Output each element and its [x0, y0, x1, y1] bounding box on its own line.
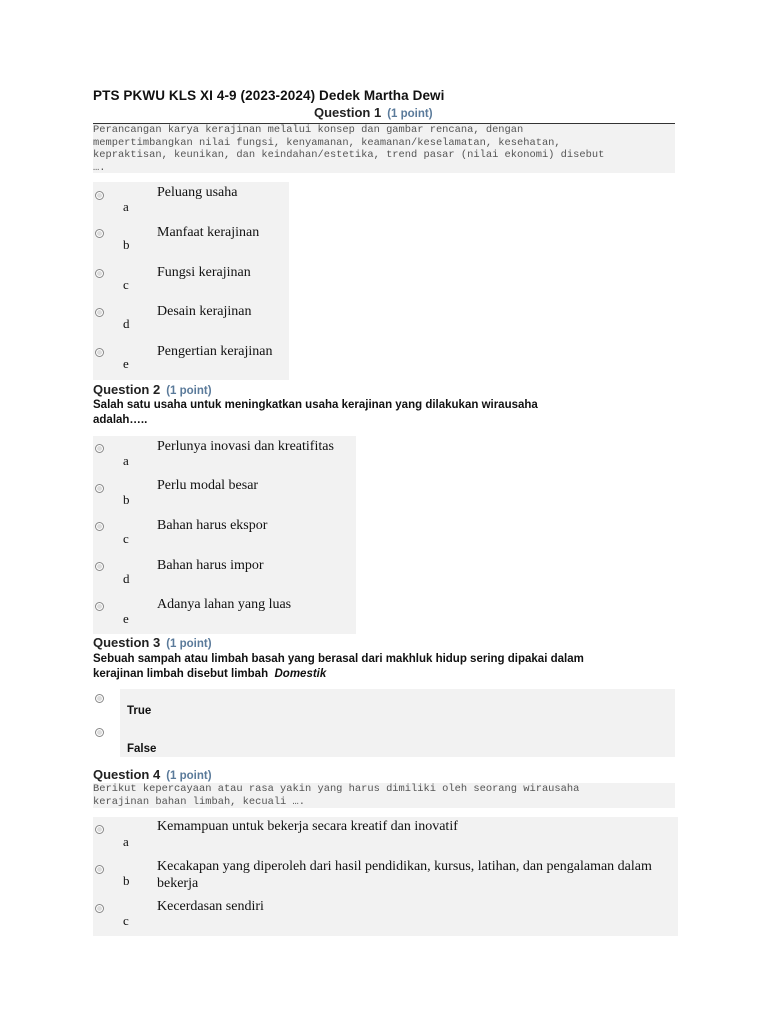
radio-button[interactable]: [95, 444, 104, 453]
radio-button[interactable]: [95, 728, 104, 737]
option-text: Desain kerajinan: [157, 304, 252, 319]
question-text-segment: kerajinan limbah disebut limbah: [93, 668, 269, 680]
option-text: Bahan harus impor: [157, 558, 264, 573]
question-2-text: Salah satu usaha untuk meningkatkan usaha kerajinan yang dilakukan wirausaha adalah…..: [93, 398, 683, 428]
question-label: Question 4: [93, 767, 161, 782]
radio-button[interactable]: [95, 269, 104, 278]
radio-button[interactable]: [95, 308, 104, 317]
option-letter: a: [123, 834, 129, 849]
question-text-line: Sebuah sampah atau limbah basah yang berasal dari makhluk hidup sering dipakai dalam: [93, 653, 584, 665]
option-letter: c: [123, 531, 129, 546]
question-label: Question 1: [314, 105, 382, 120]
radio-button[interactable]: [95, 191, 104, 200]
radio-button[interactable]: [95, 694, 104, 703]
question-3-text: [93, 652, 683, 682]
option-text: Fungsi kerajinan: [157, 265, 251, 280]
option-text: Peluang usaha: [157, 185, 238, 200]
radio-button[interactable]: [95, 522, 104, 531]
question-3-options: [120, 689, 675, 757]
question-points: (1 point): [166, 770, 212, 782]
question-text-emphasis: Domestik: [274, 668, 327, 680]
option-text: Bahan harus ekspor: [157, 518, 268, 533]
option-letter: d: [123, 571, 130, 586]
option-letter: d: [123, 316, 130, 331]
question-4-text: Berikut kepercayaan atau rasa yakin yang harus dimiliki oleh seorang wirausaha kerajinan bahan limbah, kecuali ….: [93, 783, 675, 808]
question-points: (1 point): [166, 638, 212, 650]
option-text: Perlu modal besar: [157, 478, 259, 493]
option-letter: b: [123, 237, 130, 252]
radio-button[interactable]: [95, 348, 104, 357]
question-label: Question 3: [93, 635, 161, 650]
option-letter: a: [123, 453, 129, 468]
question-2-options: [93, 436, 356, 634]
option-letter: c: [123, 913, 129, 928]
radio-button[interactable]: [95, 602, 104, 611]
question-1-text: Perancangan karya kerajinan melalui konsep dan gambar rencana, dengan mempertimbangkan nilai fungsi, kenyamanan, keamanan/keselamatan, kesehatan, kepraktisan, keunikan, dan keindahan/estetika, trend pasar (nilai ekonomi) disebut ….: [93, 124, 675, 173]
option-letter: a: [123, 199, 129, 214]
option-true[interactable]: True: [127, 705, 152, 717]
question-2-header: [93, 382, 212, 397]
question-3-radio-column: [93, 689, 123, 759]
question-3-header: [93, 635, 212, 650]
radio-button[interactable]: [95, 904, 104, 913]
radio-button[interactable]: [95, 484, 104, 493]
radio-button[interactable]: [95, 825, 104, 834]
option-text: Kemampuan untuk bekerja secara kreatif dan inovatif: [157, 819, 458, 834]
question-text-line: [93, 667, 683, 682]
question-1-options: [93, 182, 289, 380]
radio-button[interactable]: [95, 562, 104, 571]
radio-button[interactable]: [95, 865, 104, 874]
radio-button[interactable]: [95, 229, 104, 238]
question-points: (1 point): [387, 108, 433, 120]
question-1-header: [314, 105, 433, 120]
option-false[interactable]: False: [127, 743, 157, 755]
option-letter: b: [123, 873, 130, 888]
option-letter: c: [123, 277, 129, 292]
question-4-header: [93, 767, 212, 782]
option-letter: e: [123, 611, 129, 626]
page-title: PTS PKWU KLS XI 4-9 (2023-2024) Dedek Martha Dewi: [93, 88, 445, 103]
option-text: Kecerdasan sendiri: [157, 899, 264, 914]
question-label: Question 2: [93, 382, 161, 397]
question-points: (1 point): [166, 385, 212, 397]
option-text: Adanya lahan yang luas: [157, 597, 292, 612]
option-letter: e: [123, 356, 129, 371]
option-text: Kecakapan yang diperoleh dari hasil pendidikan, kursus, latihan, dan pengalaman dalam bekerja: [157, 859, 652, 891]
option-letter: b: [123, 492, 130, 507]
option-text: Perlunya inovasi dan kreatifitas: [157, 439, 334, 454]
question-4-options: [93, 817, 678, 936]
option-text: Manfaat kerajinan: [157, 225, 260, 240]
option-text: Pengertian kerajinan: [157, 344, 273, 359]
